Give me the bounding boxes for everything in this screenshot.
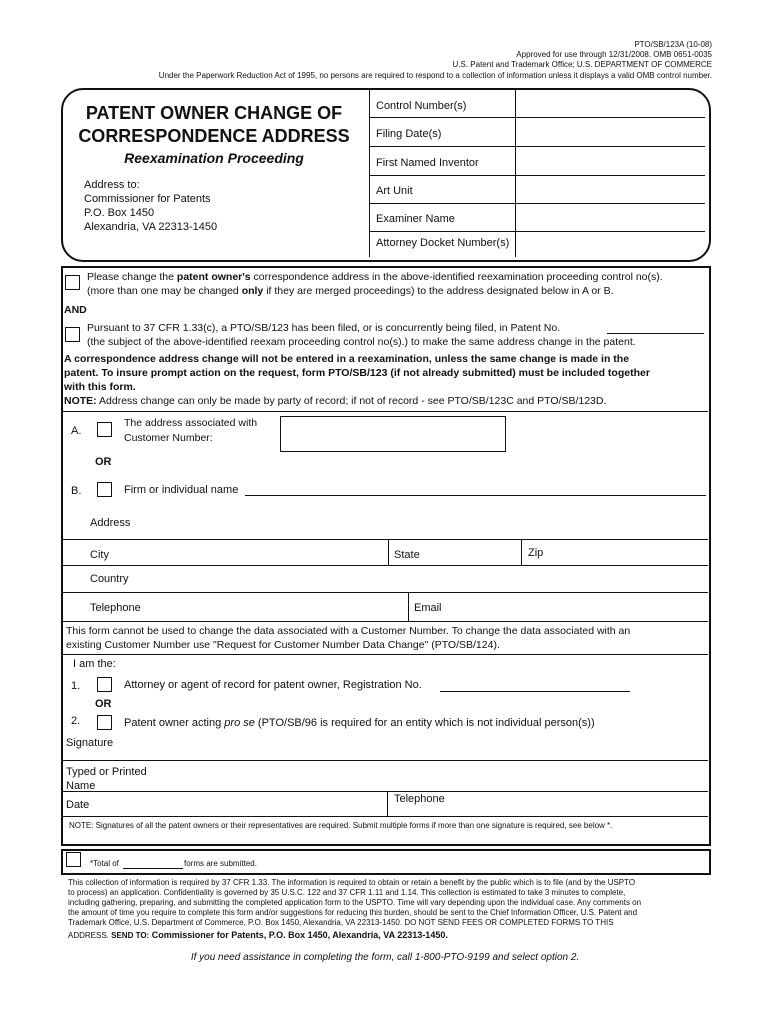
or-label-address: OR [95, 456, 112, 468]
change-request-text-line1: Please change the patent owner's correspondence address in the above-identified reexamination proceeding control no(s). [87, 271, 663, 283]
option-b-marker: B. [71, 485, 82, 497]
total-forms-checkbox[interactable] [66, 852, 81, 867]
attorney-label: Attorney or agent of record for patent owner, Registration No. [124, 679, 422, 691]
option-1-marker: 1. [71, 680, 81, 692]
total-forms-prefix: *Total of [90, 859, 119, 868]
send-to-line: ADDRESS. SEND TO: Commissioner for Patents, P.O. Box 1450, Alexandria, VA 22313-1450. [68, 930, 448, 940]
firm-name-label: Firm or individual name [124, 484, 239, 496]
city-label: City [90, 549, 109, 561]
signature-note: NOTE: Signatures of all the patent owners or their representatives are required. Submit multiple forms if more than one signature is required, see below *. [69, 821, 613, 830]
option-a-marker: A. [71, 425, 82, 437]
filing-date-label: Filing Date(s) [376, 128, 442, 140]
option-b-checkbox[interactable] [97, 482, 112, 497]
office-name: U.S. Patent and Trademark Office; U.S. DEPARTMENT OF COMMERCE [452, 60, 712, 69]
first-named-inventor-label: First Named Inventor [376, 157, 479, 169]
patent-number-line[interactable] [607, 333, 704, 334]
record-note: NOTE: Address change can only be made by party of record; if not of record - see PTO/SB/123C and PTO/SB/123D. [64, 395, 607, 407]
change-request-text-line2: (more than one may be changed only if they are merged proceedings) to the address designated below in A or B. [87, 285, 614, 297]
art-unit-label: Art Unit [376, 185, 413, 197]
pro-se-label: Patent owner acting pro se (PTO/SB/96 is required for an entity which is not individual person(s)) [124, 717, 595, 729]
signature-field[interactable] [62, 760, 708, 761]
burden-statement-line4: the amount of time you require to complete this form and/or suggestions for reducing this burden, should be sent to the Chief Information Officer, U.S. Patent and [68, 908, 638, 917]
control-number-label: Control Number(s) [376, 100, 467, 112]
total-forms-suffix: forms are submitted. [184, 859, 257, 868]
customer-note-line1: This form cannot be used to change the data associated with a Customer Number. To change the data associated with an [66, 625, 631, 637]
email-label: Email [414, 602, 442, 614]
form-id: PTO/SB/123A (10-08) [634, 40, 712, 49]
mailing-address-line2: P.O. Box 1450 [84, 207, 155, 219]
total-forms-box [61, 849, 711, 875]
assistance-note: If you need assistance in completing the form, call 1-800-PTO-9199 and select option 2. [190, 952, 580, 963]
warning-line1: A correspondence address change will not be entered in a reexamination, unless the same change is made in the [64, 353, 630, 365]
firm-name-field[interactable] [245, 495, 706, 496]
signature-label: Signature [66, 737, 114, 749]
attorney-checkbox[interactable] [97, 677, 112, 692]
mailing-address-line3: Alexandria, VA 22313-1450 [84, 221, 218, 233]
date-label: Date [66, 799, 90, 811]
control-number-field[interactable] [520, 99, 702, 115]
warning-line3: with this form. [64, 381, 136, 393]
examiner-name-field[interactable] [520, 212, 702, 228]
zip-label: Zip [528, 547, 544, 559]
option-2-marker: 2. [71, 715, 81, 727]
patent-change-text-line2: (the subject of the above-identified reexam proceeding control no(s).) to make the same address change in the patent. [87, 336, 636, 348]
patent-change-text-line1: Pursuant to 37 CFR 1.33(c), a PTO/SB/123 has been filed, or is concurrently being filed, in Patent No. [87, 322, 561, 334]
registration-number-field[interactable] [440, 691, 630, 692]
option-a-label-line2: Customer Number: [124, 432, 213, 444]
first-named-inventor-field[interactable] [520, 156, 702, 172]
form-subtitle: Reexamination Proceeding [124, 150, 304, 166]
address-label: Address [90, 517, 131, 529]
filing-date-field[interactable] [520, 127, 702, 143]
i-am-the-label: I am the: [73, 658, 116, 670]
address-field[interactable] [62, 539, 708, 540]
form-title-line1: PATENT OWNER CHANGE OF [85, 103, 343, 123]
form-title-line2: CORRESPONDENCE ADDRESS [78, 126, 350, 146]
typed-name-label-line1: Typed or Printed [66, 766, 147, 778]
burden-statement-line2: to process) an application. Confidentiality is governed by 35 U.S.C. 122 and 37 CFR 1.11 and 1.14. This collection is estimated to take 3 minutes to complete, [68, 888, 626, 897]
attorney-docket-label: Attorney Docket Number(s) [376, 237, 510, 249]
patent-change-checkbox[interactable] [65, 327, 80, 342]
burden-statement-line5: Trademark Office, U.S. Department of Commerce, P.O. Box 1450, Alexandria, VA 22313-1450. DO NOT SEND FEES OR COMPLETED FORMS TO THIS [68, 918, 614, 927]
change-request-checkbox[interactable] [65, 275, 80, 290]
omb-approval: Approved for use through 12/31/2008. OMB 0651-0035 [516, 50, 712, 59]
attorney-docket-field[interactable] [520, 236, 702, 252]
customer-number-field[interactable] [280, 416, 506, 452]
telephone-label: Telephone [90, 602, 141, 614]
typed-name-label-line2: Name [66, 780, 96, 792]
paperwork-notice: Under the Paperwork Reduction Act of 1995, no persons are required to respond to a collection of information unless it displays a valid OMB control number. [158, 71, 712, 80]
examiner-name-label: Examiner Name [376, 213, 455, 225]
customer-note-line2: existing Customer Number use "Request for Customer Number Data Change" (PTO/SB/124). [66, 639, 500, 651]
option-a-label-line1: The address associated with [124, 417, 258, 429]
total-forms-count-field[interactable] [123, 868, 183, 869]
option-a-checkbox[interactable] [97, 422, 112, 437]
pro-se-checkbox[interactable] [97, 715, 112, 730]
state-label: State [394, 549, 420, 561]
and-label: AND [64, 304, 87, 316]
warning-line2: patent. To insure prompt action on the request, form PTO/SB/123 (if not already submitted) must be included together [64, 367, 650, 379]
or-label-signer: OR [95, 698, 112, 710]
burden-statement-line1: This collection of information is required by 37 CFR 1.33. The information is required to obtain or retain a benefit by the public which is to file (and by the USPTO [68, 878, 636, 887]
mailing-address-line1: Commissioner for Patents [84, 193, 211, 205]
burden-statement-line3: including gathering, preparing, and submitting the completed application form to the USPTO. Time will vary depending upon the individual case. Any comments on [68, 898, 642, 907]
country-label: Country [90, 573, 129, 585]
address-to-label: Address to: [84, 179, 140, 191]
art-unit-field[interactable] [520, 184, 702, 200]
signer-telephone-label: Telephone [394, 793, 445, 805]
typed-name-field[interactable] [62, 791, 708, 792]
